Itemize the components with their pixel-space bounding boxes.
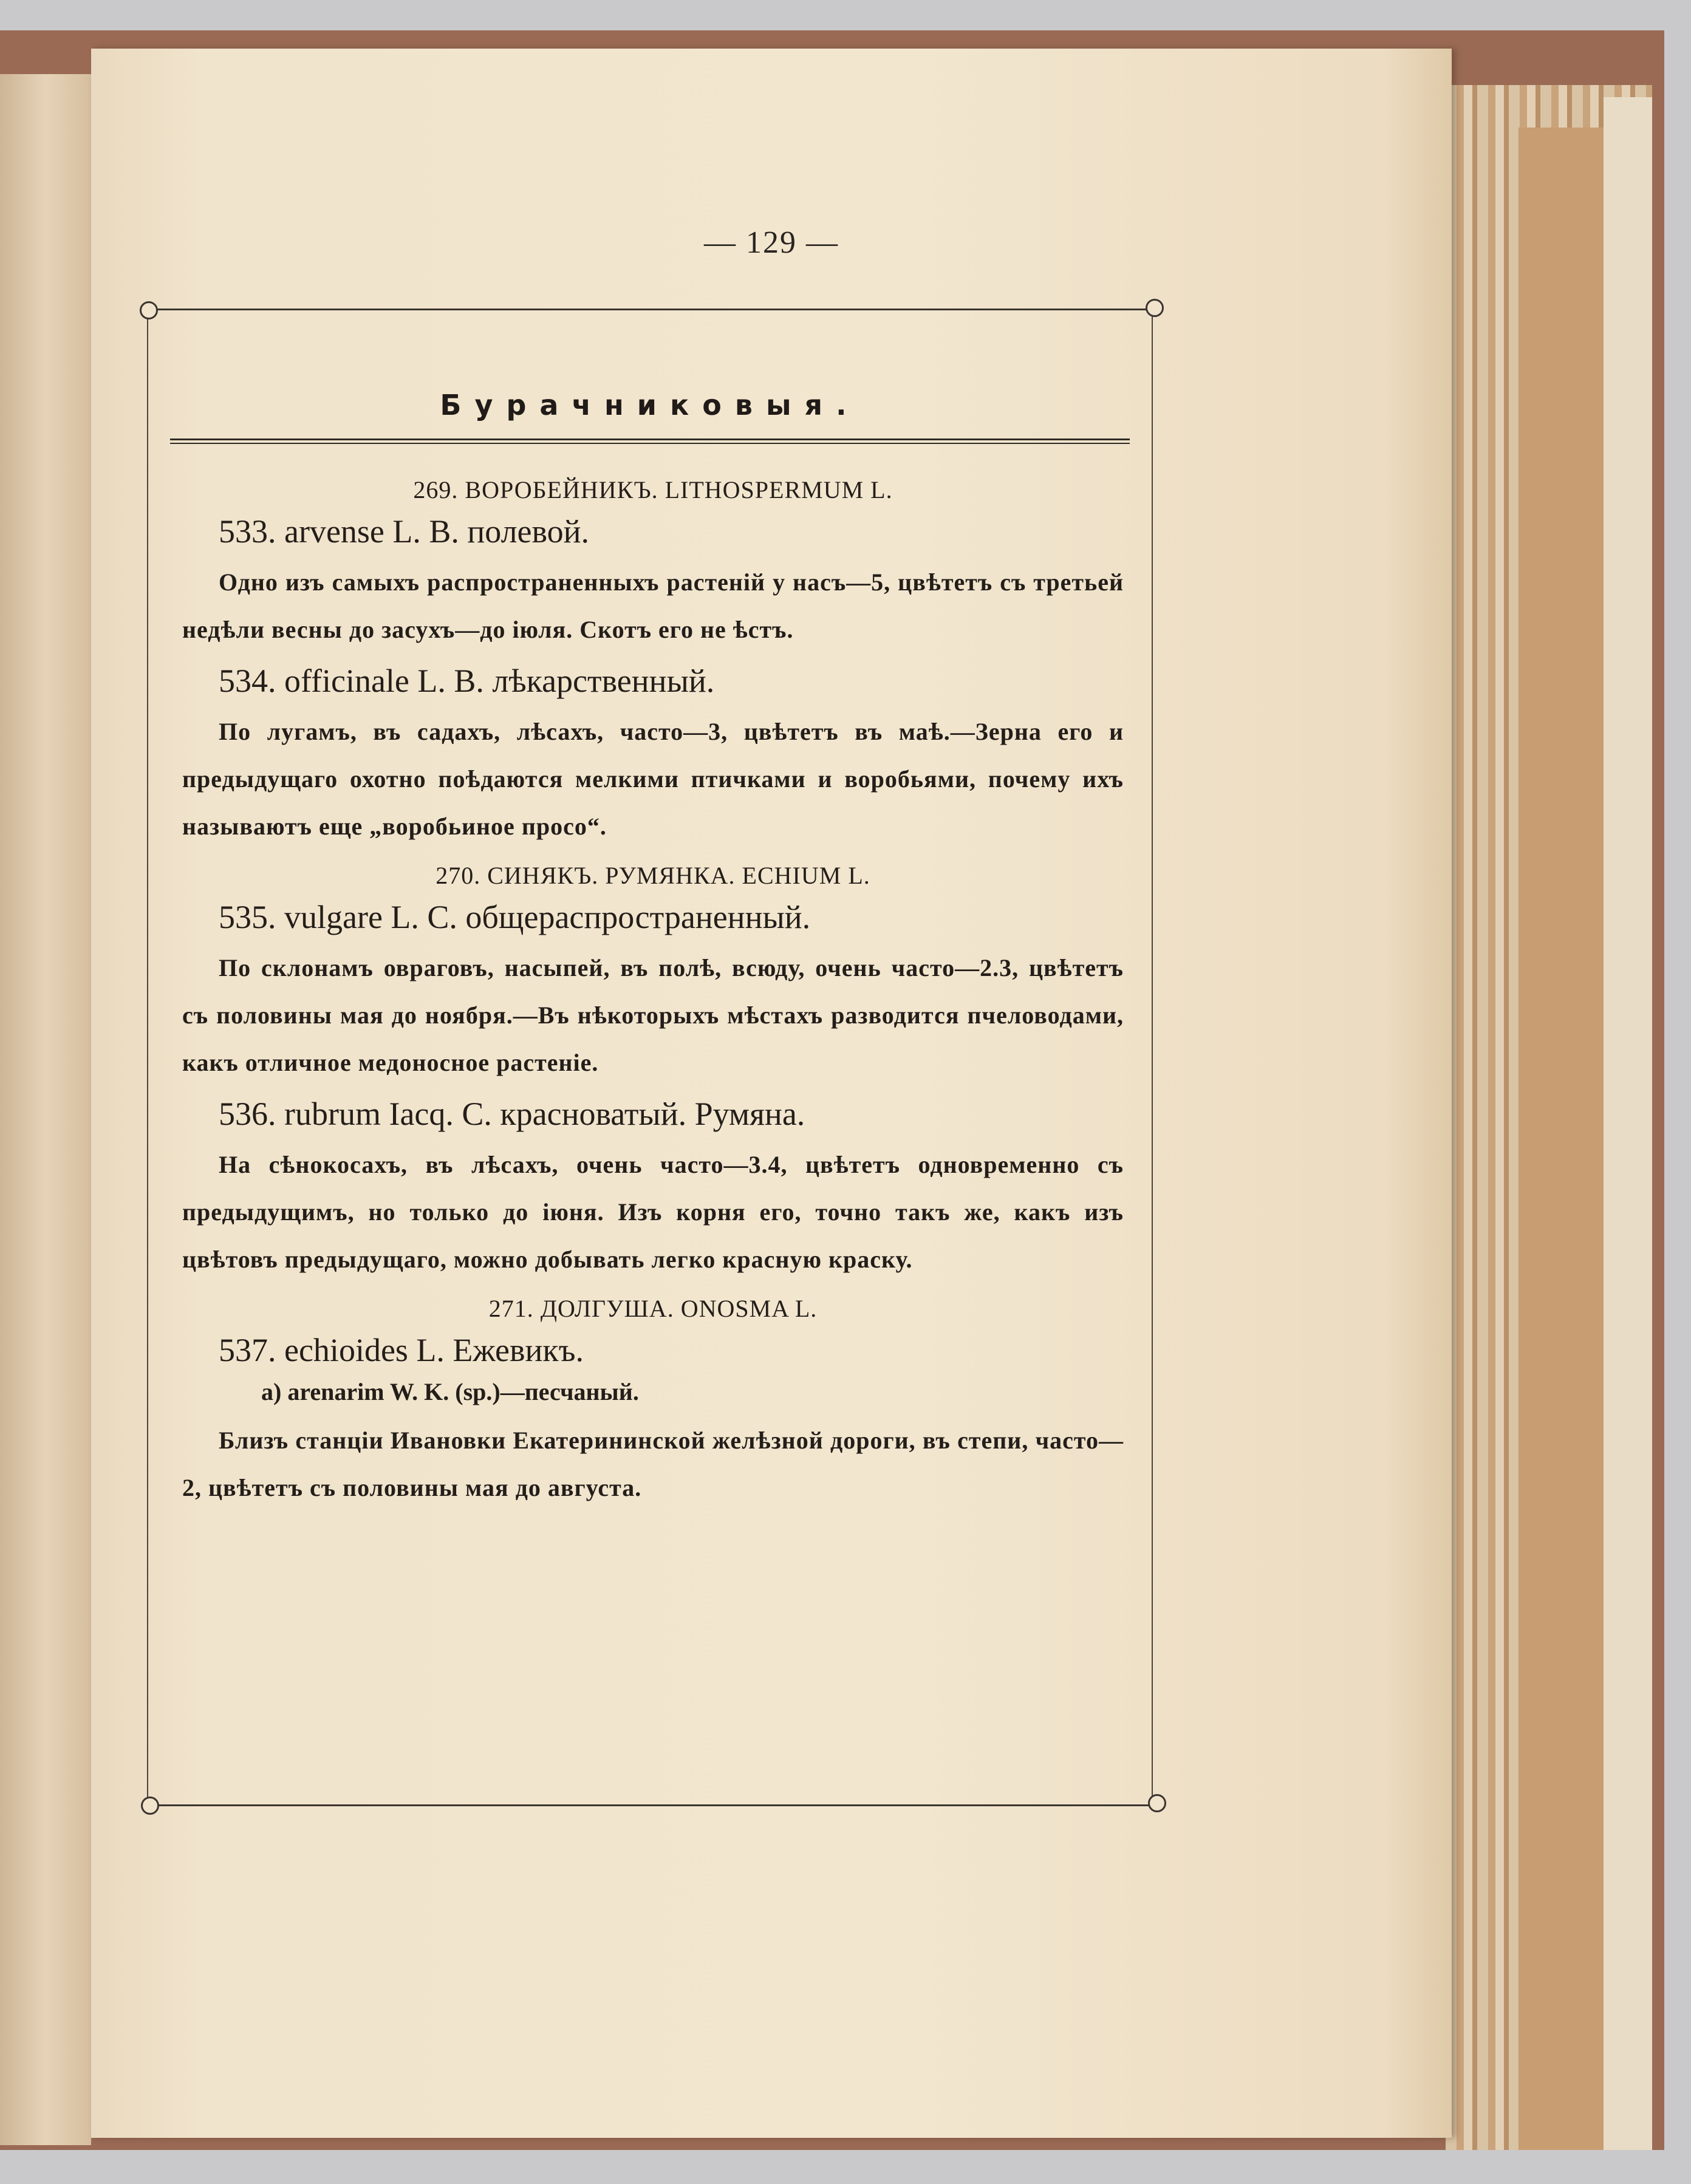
page-content <box>182 465 1124 1512</box>
frame-rule-left <box>147 313 148 1804</box>
frame-rule-bottom <box>146 1804 1160 1806</box>
species-heading: 535. vulgare L. С. общераспространенный. <box>219 899 811 935</box>
species-heading: 534. officinale L. В. лѣкарственный. <box>219 663 715 699</box>
corner-ornament-icon <box>140 301 158 319</box>
text-frame <box>140 304 1160 1816</box>
page-number: — 129 — <box>704 225 839 260</box>
species-heading: 536. rubrum Iacq. С. красноватый. Румяна. <box>219 1096 805 1132</box>
variety-heading: a) arenarim W. K. (sp.)—песчаный. <box>261 1378 639 1405</box>
title-double-rule <box>170 439 1130 444</box>
frame-rule-top <box>146 309 1160 310</box>
species-description: Одно изъ самыхъ распространенныхъ растеній у насъ—5, цвѣтетъ съ третьей недѣли весны до засухъ—до іюля. Скотъ его не ѣстъ. <box>182 568 1124 643</box>
page-edge-strip <box>1518 128 1610 2150</box>
genus-heading: 270. СИНЯКЪ. РУМЯНКА. ECHIUM L. <box>436 862 870 889</box>
genus-heading: 271. ДОЛГУША. ONOSMA L. <box>488 1295 818 1322</box>
species-description: Близъ станціи Ивановки Екатерининской желѣзной дороги, въ степи, часто—2, цвѣтетъ съ половины мая до августа. <box>182 1427 1124 1501</box>
corner-ornament-icon <box>141 1797 159 1815</box>
genus-heading: 269. ВОРОБЕЙНИКЪ. LITHOSPERMUM L. <box>413 476 893 503</box>
species-heading: 533. arvense L. В. полевой. <box>219 513 590 550</box>
species-description: На сѣнокосахъ, въ лѣсахъ, очень часто—3.4, цвѣтетъ одновременно съ предыдущимъ, но только до іюня. Изъ корня его, точно такъ же, какъ изъ цвѣтовъ предыдущаго, можно добывать легко красную краску. <box>182 1151 1124 1273</box>
corner-ornament-icon <box>1148 1794 1166 1812</box>
corner-ornament-icon <box>1146 299 1164 317</box>
species-description: По склонамъ овраговъ, насыпей, въ полѣ, всюду, очень часто—2.3, цвѣтетъ съ половины мая до ноября.—Въ нѣкоторыхъ мѣстахъ разводится пчеловодами, какъ отличное медоносное растеніе. <box>182 954 1124 1076</box>
book-page <box>91 49 1452 2138</box>
species-description: По лугамъ, въ садахъ, лѣсахъ, часто—3, цвѣтетъ въ маѣ.—Зерна его и предыдущаго охотно поѣдаются мелкими птичками и воробьями, почему ихъ называютъ еще „воробьиное просо“. <box>182 718 1124 840</box>
species-heading: 537. echioides L. Ежевикъ. <box>219 1332 584 1368</box>
section-title: Бурачниковыя. <box>440 389 860 421</box>
frame-rule-right <box>1152 315 1153 1803</box>
page-edge-strip-light <box>1604 97 1652 2150</box>
left-page-edge <box>0 74 91 2145</box>
